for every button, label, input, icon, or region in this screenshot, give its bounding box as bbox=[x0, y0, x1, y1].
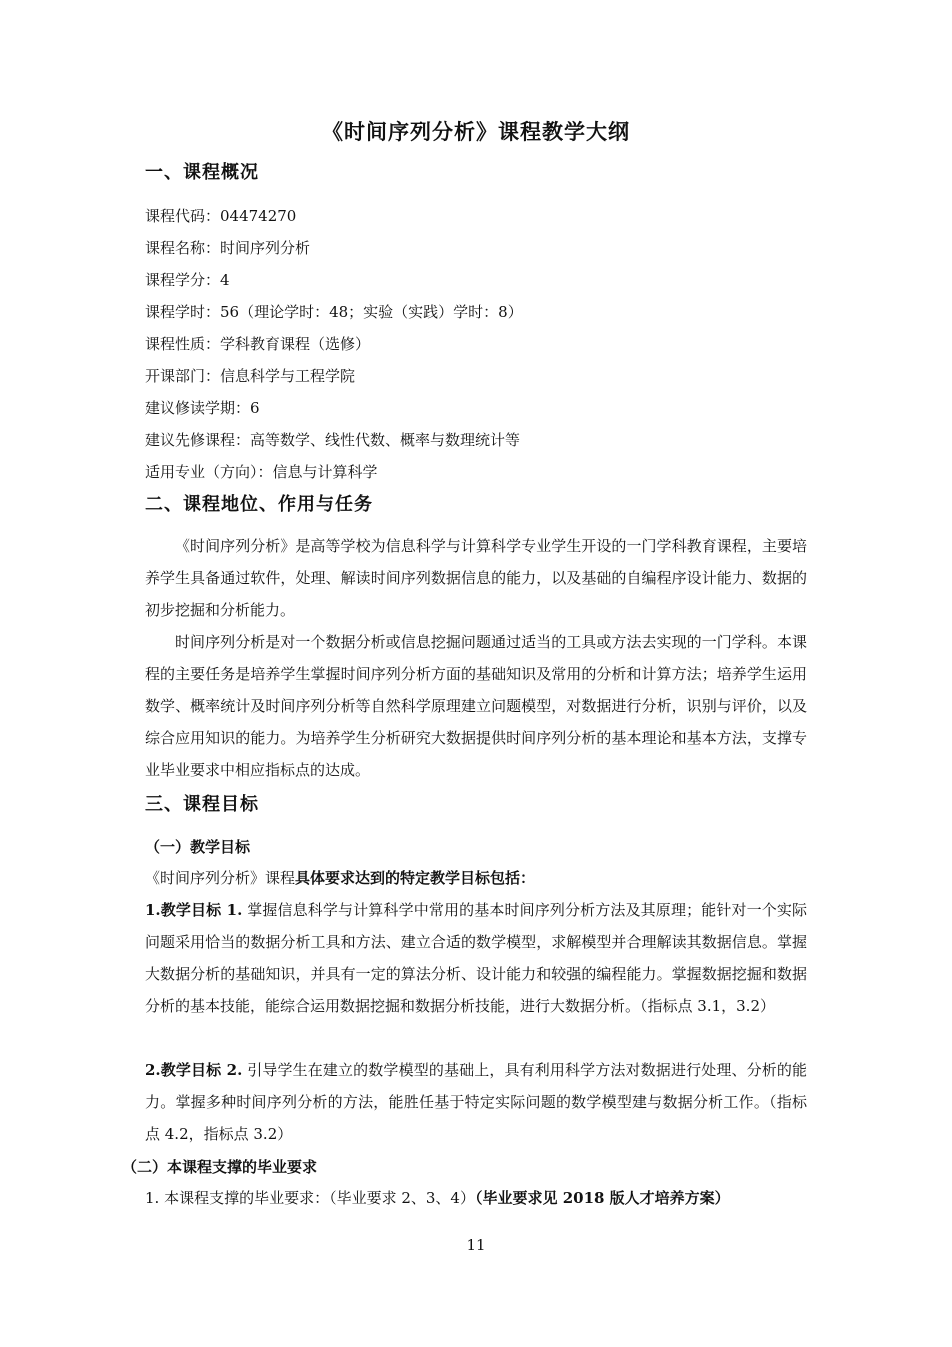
teaching-goal-1 bbox=[145, 894, 807, 1022]
info-major: 适用专业（方向）：信息与计算科学 bbox=[145, 463, 378, 481]
goal-2-label: 2.教学目标 2. bbox=[145, 1061, 243, 1079]
section-heading-role: 二、课程地位、作用与任务 bbox=[145, 494, 373, 515]
info-semester: 建议修读学期：6 bbox=[145, 399, 260, 417]
role-paragraph-1: 《时间序列分析》是高等学校为信息科学与计算科学专业学生开设的一门学科教育课程，主要培养学生具备通过软件，处理、解读时间序列数据信息的能力，以及基础的自编程序设计能力、数据的初步挖掘和分析能力。 bbox=[145, 537, 807, 619]
info-course-name: 课程名称：时间序列分析 bbox=[145, 239, 311, 257]
requirement-1-plain: 1. 本课程支撑的毕业要求：（毕业要求 2、3、4） bbox=[145, 1189, 475, 1207]
section-heading-objectives: 三、课程目标 bbox=[145, 794, 259, 815]
info-hours: 课程学时：56（理论学时：48；实验（实践）学时：8） bbox=[145, 303, 523, 321]
info-nature: 课程性质：学科教育课程（选修） bbox=[145, 335, 371, 353]
info-prerequisites: 建议先修课程：高等数学、线性代数、概率与数理统计等 bbox=[145, 431, 521, 449]
goal-1-text: 掌握信息科学与计算科学中常用的基本时间序列分析方法及其原理；能针对一个实际问题采用恰当的数据分析工具和方法、建立合适的数学模型，求解模型并合理解读其数据信息。掌握大数据分析的基础知识，并具有一定的算法分析、设计能力和较强的编程能力。掌握数据挖掘和数据分析的基本技能，能综合运用数据挖掘和数据分析技能，进行大数据分析。（指标点 3.1，3.2） bbox=[145, 901, 807, 1015]
requirement-1-bold: （毕业要求见 2018 版人才培养方案） bbox=[474, 1189, 730, 1207]
subheading-teaching-goals: （一）教学目标 bbox=[145, 838, 251, 856]
goals-intro-plain: 《时间序列分析》课程 bbox=[145, 869, 296, 887]
subheading-graduation-requirements: （二）本课程支撑的毕业要求 bbox=[122, 1158, 318, 1176]
section-heading-overview: 一、课程概况 bbox=[145, 162, 259, 183]
goals-intro-bold: 具体要求达到的特定教学目标包括： bbox=[295, 869, 536, 887]
teaching-goal-2 bbox=[145, 1054, 807, 1150]
goal-2-text: 引导学生在建立的数学模型的基础上，具有利用科学方法对数据进行处理、分析的能力。掌握多种时间序列分析的方法，能胜任基于特定实际问题的数学模型建与数据分析工作。（指标点 4.2，指标点 3.2） bbox=[145, 1061, 807, 1143]
page-number: 11 bbox=[466, 1236, 486, 1254]
goal-1-label: 1.教学目标 1. bbox=[145, 901, 243, 919]
graduation-requirement-item-1 bbox=[145, 1182, 815, 1214]
course-info-list bbox=[145, 200, 845, 488]
info-department: 开课部门：信息科学与工程学院 bbox=[145, 367, 356, 385]
info-course-code: 课程代码：04474270 bbox=[145, 207, 297, 225]
role-paragraph-2: 时间序列分析是对一个数据分析或信息挖掘问题通过适当的工具或方法去实现的一门学科。本课程的主要任务是培养学生掌握时间序列分析方面的基础知识及常用的分析和计算方法；培养学生运用数学、概率统计及时间序列分析等自然科学原理建立问题模型，对数据进行分析，识别与评价，以及综合应用知识的能力。为培养学生分析研究大数据提供时间序列分析的基本理论和基本方法，支撑专业毕业要求中相应指标点的达成。 bbox=[145, 633, 807, 779]
goals-intro bbox=[145, 862, 815, 894]
info-credits: 课程学分：4 bbox=[145, 271, 230, 289]
document-title: 《时间序列分析》课程教学大纲 bbox=[322, 119, 630, 144]
